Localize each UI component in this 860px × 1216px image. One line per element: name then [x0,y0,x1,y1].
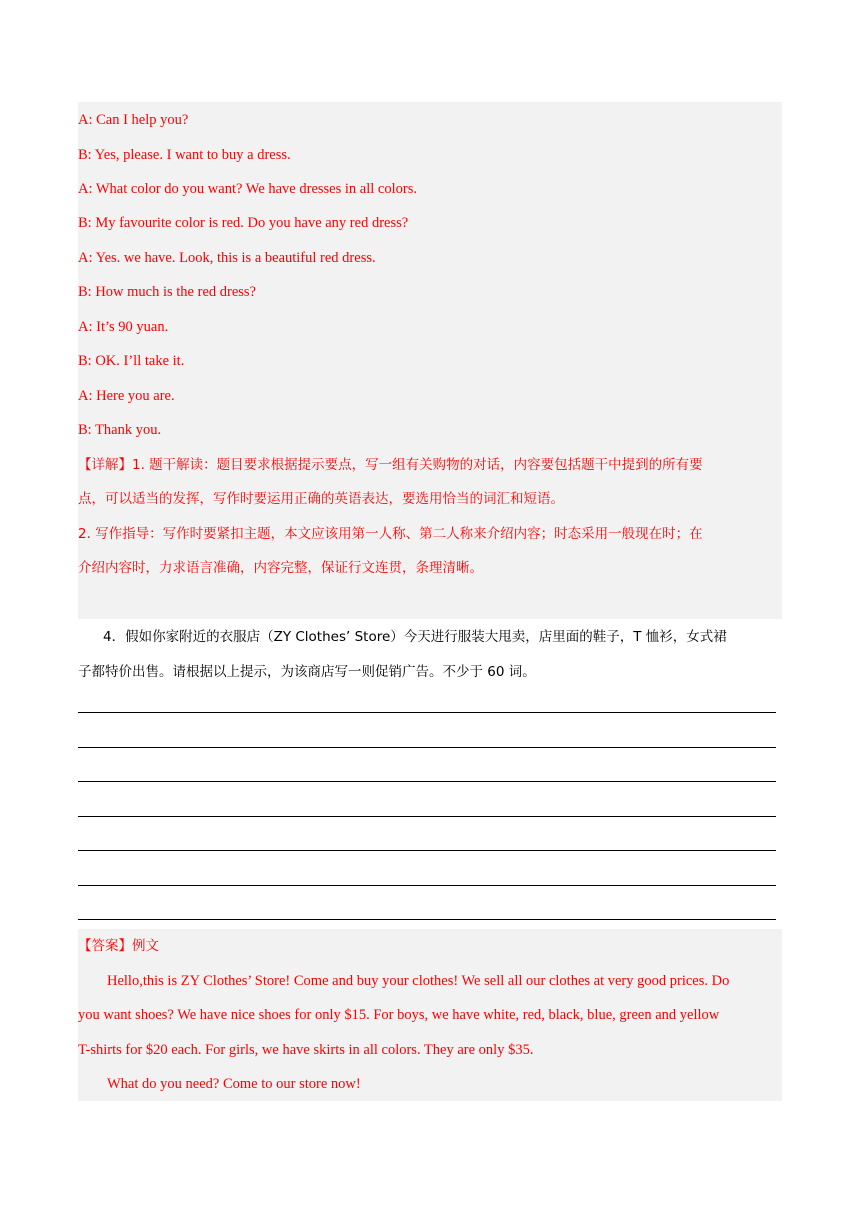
dialogue-line: B: Thank you. [78,422,162,438]
answer-text-line: What do you need? Come to our store now! [107,1076,361,1092]
writing-line[interactable] [78,816,776,817]
dialogue-line: B: Yes, please. I want to buy a dress. [78,147,291,163]
analysis-line: 介绍内容时，力求语言准确，内容完整，保证行文连贯，条理清晰。 [78,560,483,576]
dialogue-line: A: It’s 90 yuan. [78,319,169,335]
analysis-line: 2. 写作指导：写作时要紧扣主题，本文应该用第一人称、第二人称来介绍内容；时态采用一般现在时；在 [78,526,703,542]
writing-line[interactable] [78,850,776,851]
dialogue-line: A: Can I help you? [78,112,189,128]
analysis-line: 【详解】1. 题干解读：题目要求根据提示要点，写一组有关购物的对话，内容要包括题干中提到的所有要 [78,457,703,473]
dialogue-line: A: Here you are. [78,388,175,404]
dialogue-line: A: Yes. we have. Look, this is a beautiful red dress. [78,250,376,266]
question-4-text: 4．假如你家附近的衣服店（ZY Clothes’ Store）今天进行服装大甩卖，店里面的鞋子，T 恤衫，女式裙 [103,629,727,645]
answer-text-line: Hello,this is ZY Clothes’ Store! Come and buy your clothes! We sell all our clothes at very good prices. Do [107,973,730,989]
writing-line[interactable] [78,919,776,920]
dialogue-line: B: How much is the red dress? [78,284,256,300]
writing-line[interactable] [78,781,776,782]
analysis-line: 点，可以适当的发挥，写作时要运用正确的英语表达，要选用恰当的词汇和短语。 [78,491,564,507]
answer-label: 【答案】例文 [78,938,159,954]
answer-text-line: you want shoes? We have nice shoes for only $15. For boys, we have white, red, black, blue, green and yellow [78,1007,720,1023]
dialogue-line: B: My favourite color is red. Do you have any red dress? [78,215,409,231]
dialogue-line: B: OK. I’ll take it. [78,353,185,369]
answer-text-line: T-shirts for $20 each. For girls, we have skirts in all colors. They are only $35. [78,1042,534,1058]
writing-line[interactable] [78,712,776,713]
writing-line[interactable] [78,747,776,748]
dialogue-line: A: What color do you want? We have dresses in all colors. [78,181,417,197]
question-4-text: 子都特价出售。请根据以上提示，为该商店写一则促销广告。不少于 60 词。 [78,664,536,680]
writing-line[interactable] [78,885,776,886]
